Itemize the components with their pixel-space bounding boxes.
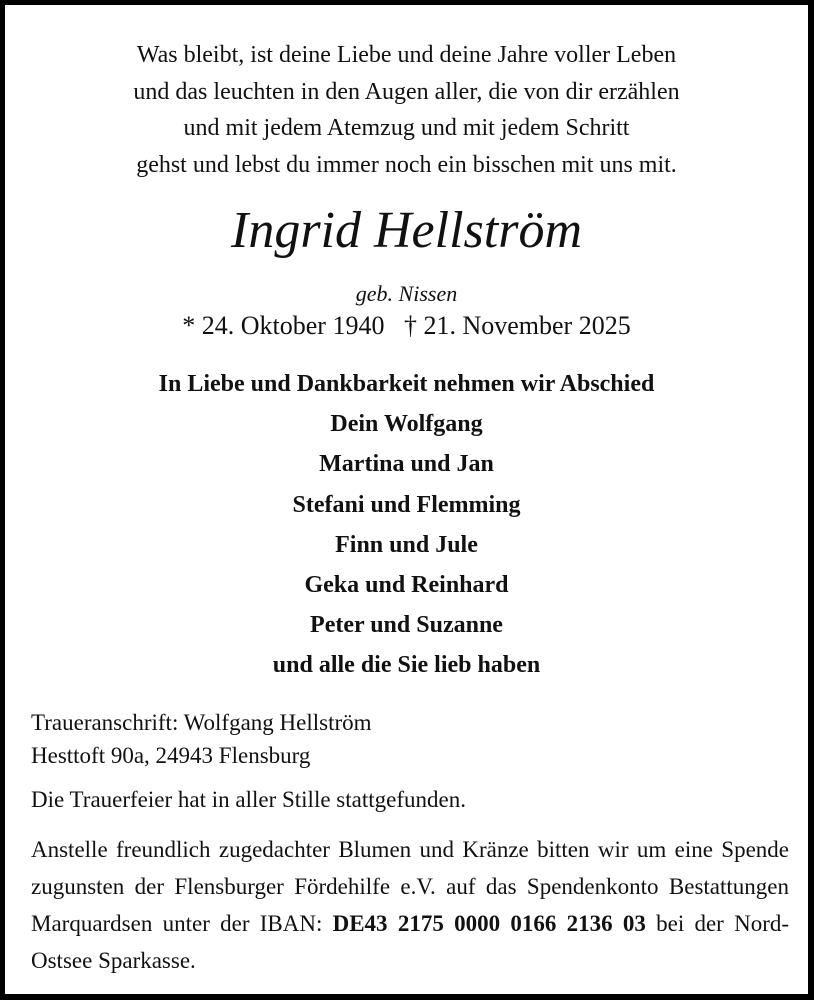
mourner: Dein Wolfgang	[330, 411, 483, 438]
quote-line: Was bleibt, ist deine Liebe und deine Jahre voller Leben	[136, 42, 677, 68]
bank-name: bei der Nord-Ostsee Sparkasse.	[31, 911, 790, 973]
deceased-name: Ingrid Hellström	[231, 202, 582, 259]
mourner: Martina und Jan	[319, 451, 494, 478]
death-date: † 21. November 2025	[403, 311, 631, 340]
quote-line: und das leuchten in den Augen aller, die von dir erzählen	[133, 78, 680, 105]
donation-text: Anstelle freundlich zugedachter Blumen und Kränze bitten wir um eine Spende zugunsten der Flensburger Fördehilfe e.V. auf das Spendenkonto Bestattungen Marquardsen unter der IBAN:	[31, 837, 789, 936]
mourners-list	[5, 364, 808, 686]
memorial-quote	[5, 37, 808, 184]
mourner: Stefani und Flemming	[292, 491, 521, 518]
mourner: Peter und Suzanne	[310, 612, 503, 639]
maiden-name: geb. Nissen	[355, 281, 458, 306]
obituary-notice	[5, 5, 808, 994]
quote-line: und mit jedem Atemzug und mit jedem Schritt	[183, 115, 630, 142]
mourner: Geka und Reinhard	[304, 572, 509, 599]
address-line: Hesttoft 90a, 24943 Flensburg	[31, 743, 311, 768]
quote-line: gehst und lebst du immer noch ein bisschen mit uns mit.	[136, 152, 677, 179]
mourner: Finn und Jule	[335, 531, 478, 558]
address-line: Traueranschrift: Wolfgang Hellström	[31, 710, 372, 735]
birth-date: * 24. Oktober 1940	[182, 311, 385, 340]
life-dates	[5, 311, 808, 341]
donation-note	[31, 831, 789, 979]
mourners-intro: In Liebe und Dankbarkeit nehmen wir Abschied	[158, 371, 655, 397]
ceremony-note: Die Trauerfeier hat in aller Stille stattgefunden.	[31, 787, 466, 812]
mourning-address	[31, 706, 789, 772]
mourner: und alle die Sie lieb haben	[272, 652, 541, 679]
iban: DE43 2175 0000 0166 2136 03	[332, 911, 646, 936]
